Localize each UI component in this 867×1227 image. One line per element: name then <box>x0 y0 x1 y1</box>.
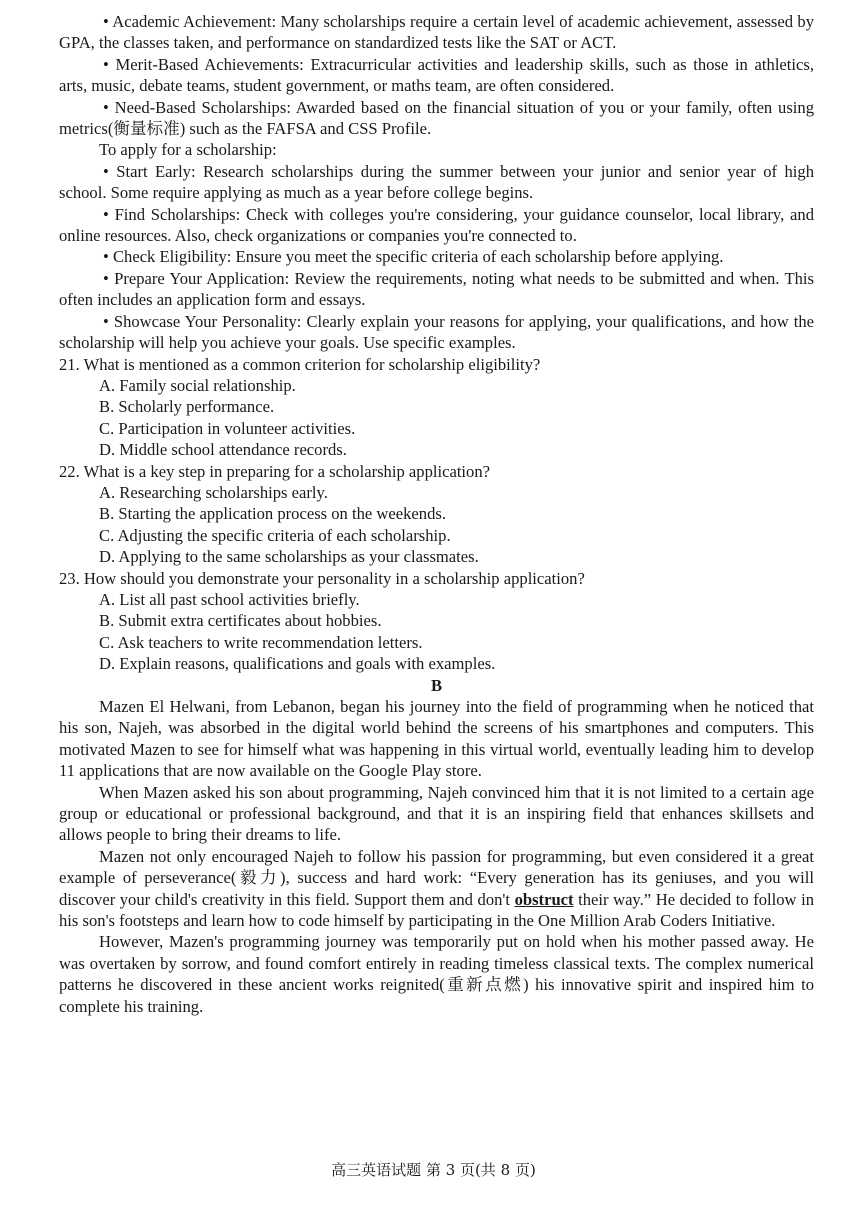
exam-page <box>59 11 814 1017</box>
bullet-need-based: • Need-Based Scholarships: Awarded based on the financial situation of you or your family, often using metrics(衡量标准) such as the FAFSA and CSS Profile. <box>59 97 814 139</box>
question-23-option-c: C. Ask teachers to write recommendation letters. <box>99 632 423 652</box>
bullet-find-scholarships: • Find Scholarships: Check with colleges you're considering, your guidance counselor, local library, and online resources. Also, check organizations or companies you're connected to. <box>59 204 814 246</box>
question-22-option-d: D. Applying to the same scholarships as your classmates. <box>99 547 479 567</box>
bullet-academic-achievement: • Academic Achievement: Many scholarships require a certain level of academic achievement, assessed by GPA, the classes taken, and performance on standardized tests like the SAT or ACT. <box>59 12 814 53</box>
passage-b-paragraph-4: However, Mazen's programming journey was temporarily put on hold when his mother passed away. He was overtaken by sorrow, and found comfort entirely in reading timeless classical texts. The complex numerical patterns he discovered in these ancient works reignited(重新点燃) his innovative spirit and inspired him to complete his training. <box>59 932 814 1016</box>
question-22-option-b: B. Starting the application process on the weekends. <box>99 504 447 524</box>
question-21-option-b: B. Scholarly performance. <box>99 397 275 417</box>
apply-intro: To apply for a scholarship: <box>99 140 277 160</box>
question-23-option-a: A. List all past school activities briefly. <box>99 589 360 609</box>
question-22-option-c: C. Adjusting the specific criteria of each scholarship. <box>99 525 451 545</box>
question-23-option-b: B. Submit extra certificates about hobbies. <box>99 611 382 631</box>
paragraph-3-text-after: their way.” He decided to follow in his son's footsteps and learn how to code himself by participating in the One Million Arab Coders Initiative. <box>59 889 814 931</box>
question-22-option-a: A. Researching scholarships early. <box>99 482 328 502</box>
question-21-option-c: C. Participation in volunteer activities. <box>99 418 356 438</box>
bullet-merit-based: • Merit-Based Achievements: Extracurricular activities and leadership skills, such as those in athletics, arts, music, debate teams, student government, or maths team, are often considered. <box>59 54 814 96</box>
question-23-stem: 23. How should you demonstrate your personality in a scholarship application? <box>59 568 585 588</box>
passage-b-paragraph-1: Mazen El Helwani, from Lebanon, began his journey into the field of programming when he noticed that his son, Najeh, was absorbed in the digital world behind the screens of his smartphones and computers. This motivated Mazen to see for himself what was happening in this virtual world, eventually leading him to develop 11 applications that are now available on the Google Play store. <box>59 697 814 781</box>
passage-b-paragraph-2: When Mazen asked his son about programming, Najeh convinced him that it is not limited to a certain age group or educational or professional background, and that it is an inspiring field that enhances skillsets and allows people to bring their dreams to life. <box>59 782 814 845</box>
question-21-option-a: A. Family social relationship. <box>99 375 296 395</box>
page-footer: 高三英语试题 第 3 页(共 8 页) <box>331 1161 536 1179</box>
question-23-option-d: D. Explain reasons, qualifications and goals with examples. <box>99 654 496 674</box>
bullet-start-early: • Start Early: Research scholarships during the summer between your junior and senior year of high school. Some require applying as much as a year before college begins. <box>59 161 814 203</box>
section-b-heading: B <box>430 675 443 695</box>
question-21-option-d: D. Middle school attendance records. <box>99 440 347 460</box>
bullet-prepare-application: • Prepare Your Application: Review the requirements, noting what needs to be submitted and when. This often includes an application form and essays. <box>59 268 814 310</box>
underlined-word-obstruct: obstruct <box>514 889 574 909</box>
paragraph-3-text-before: Mazen not only encouraged Najeh to follow his passion for programming, but even considered it a great example of perseverance(毅力), success and hard work: “Every generation has its geniuses, and you will discover your child's creativity in this field. Support them and don't <box>59 846 814 909</box>
passage-b-paragraph-3 <box>59 846 814 932</box>
bullet-check-eligibility: • Check Eligibility: Ensure you meet the specific criteria of each scholarship before applying. <box>103 247 724 267</box>
bullet-showcase-personality: • Showcase Your Personality: Clearly explain your reasons for applying, your qualifications, and how the scholarship will help you achieve your goals. Use specific examples. <box>59 311 814 353</box>
question-22-stem: 22. What is a key step in preparing for a scholarship application? <box>59 461 490 481</box>
question-21-stem: 21. What is mentioned as a common criterion for scholarship eligibility? <box>59 354 541 374</box>
